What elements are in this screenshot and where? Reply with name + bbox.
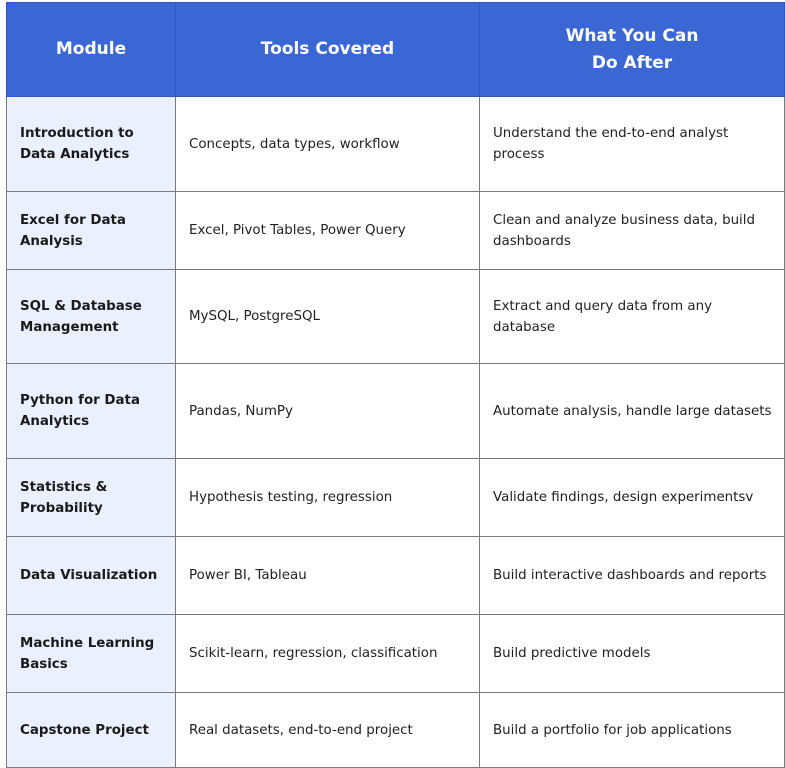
outcome-cell: Understand the end-to-end analyst process <box>480 97 785 192</box>
header-row <box>7 3 785 97</box>
curriculum-table <box>6 2 785 768</box>
header-what-you-can-do-after <box>480 3 785 97</box>
outcome-cell: Clean and analyze business data, build dashboards <box>480 192 785 270</box>
header-outcome-line-1: What You Can <box>565 25 699 46</box>
outcome-cell: Build a portfolio for job applications <box>480 693 785 768</box>
outcome-cell: Extract and query data from any database <box>480 270 785 364</box>
module-cell: Excel for Data Analysis <box>7 192 176 270</box>
tools-cell: Scikit-learn, regression, classification <box>176 615 480 693</box>
table-header <box>7 3 785 97</box>
table-row <box>7 192 785 270</box>
table-row <box>7 537 785 615</box>
outcome-cell: Validate findings, design experimentsv <box>480 459 785 537</box>
tools-cell: Pandas, NumPy <box>176 364 480 459</box>
outcome-cell: Build predictive models <box>480 615 785 693</box>
tools-cell: Real datasets, end-to-end project <box>176 693 480 768</box>
table-row <box>7 693 785 768</box>
tools-cell: Excel, Pivot Tables, Power Query <box>176 192 480 270</box>
module-cell: SQL & Database Management <box>7 270 176 364</box>
header-outcome-line-2: Do After <box>591 52 673 73</box>
tools-cell: Concepts, data types, workflow <box>176 97 480 192</box>
table-row <box>7 459 785 537</box>
header-module: Module <box>7 3 176 97</box>
outcome-cell: Build interactive dashboards and reports <box>480 537 785 615</box>
module-cell: Statistics & Probability <box>7 459 176 537</box>
module-cell: Data Visualization <box>7 537 176 615</box>
module-cell: Capstone Project <box>7 693 176 768</box>
module-cell: Machine Learning Basics <box>7 615 176 693</box>
module-cell: Python for Data Analytics <box>7 364 176 459</box>
header-tools-covered: Tools Covered <box>176 3 480 97</box>
module-cell: Introduction to Data Analytics <box>7 97 176 192</box>
table-row <box>7 615 785 693</box>
tools-cell: MySQL, PostgreSQL <box>176 270 480 364</box>
table-row <box>7 97 785 192</box>
table-row <box>7 364 785 459</box>
tools-cell: Power BI, Tableau <box>176 537 480 615</box>
table-body <box>7 97 785 768</box>
table-row <box>7 270 785 364</box>
tools-cell: Hypothesis testing, regression <box>176 459 480 537</box>
outcome-cell: Automate analysis, handle large datasets <box>480 364 785 459</box>
